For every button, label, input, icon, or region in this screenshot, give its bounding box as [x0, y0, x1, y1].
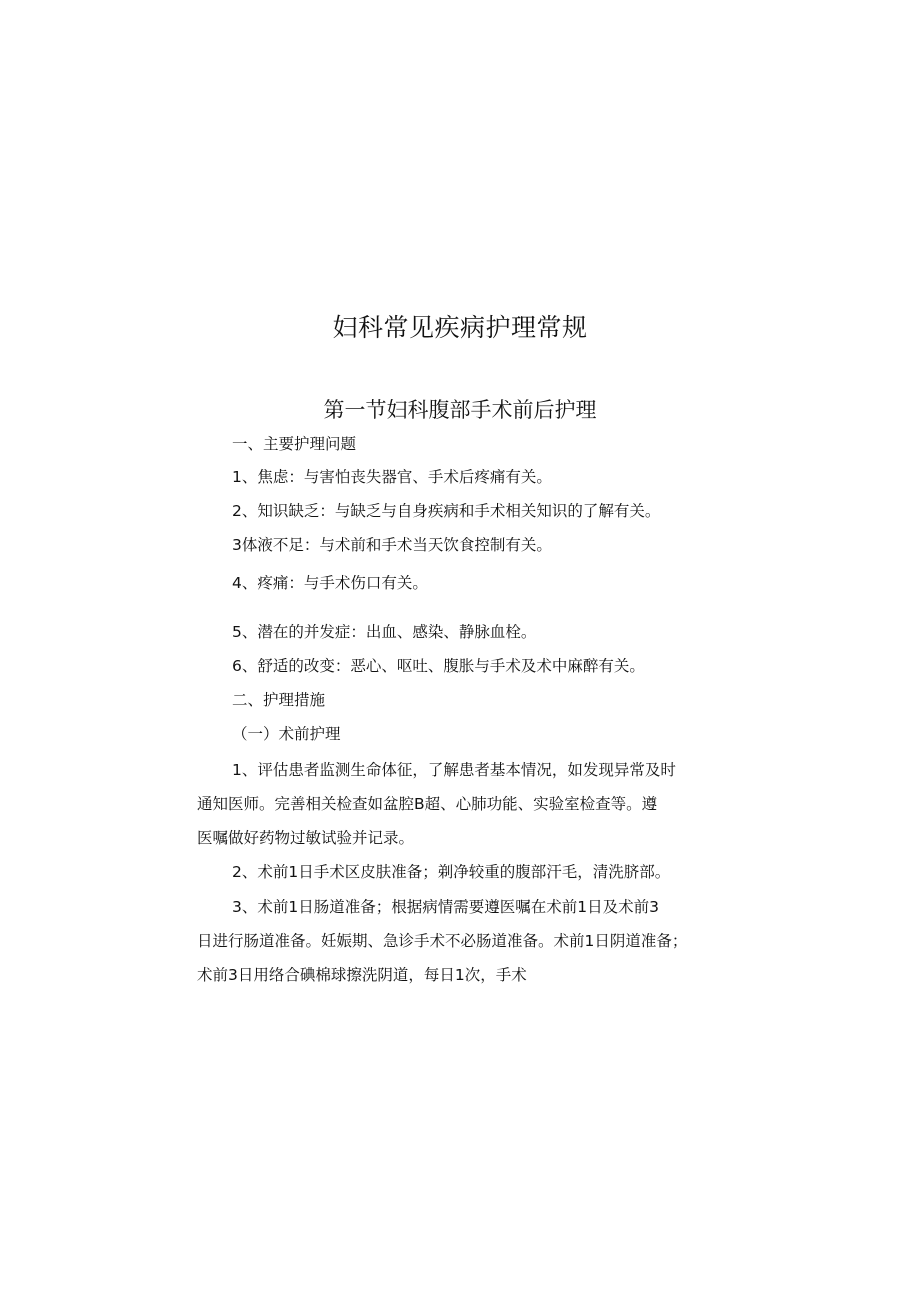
- preop-para1-line2: 通知医师。完善相关检查如盆腔B超、心肺功能、实验室检查等。遵: [197, 795, 658, 813]
- preop-para1-line1: 1、评估患者监测生命体征，了解患者基本情况，如发现异常及时: [232, 761, 676, 779]
- part2-heading: 二、护理措施: [232, 691, 326, 709]
- preop-para3-line1: 3、术前1日肠道准备；根据病情需要遵医嘱在术前1日及术前3: [232, 898, 659, 916]
- preop-subheading: （一）术前护理: [232, 725, 341, 743]
- problem-item-2: 2、知识缺乏：与缺乏与自身疾病和手术相关知识的了解有关。: [232, 502, 661, 520]
- preop-para2-line1: 2、术前1日手术区皮肤准备；剃净较重的腹部汗毛，清洗脐部。: [232, 863, 671, 881]
- preop-para1-line3: 医嘱做好药物过敏试验并记录。: [197, 829, 415, 847]
- section-title: 第一节妇科腹部手术前后护理: [323, 398, 597, 422]
- problem-item-1: 1、焦虑：与害怕丧失器官、手术后疼痛有关。: [232, 468, 552, 486]
- problem-item-4: 4、疼痛：与手术伤口有关。: [232, 574, 428, 592]
- document-title: 妇科常见疾病护理常规: [332, 313, 588, 342]
- preop-para3-line3: 术前3日用络合碘棉球擦洗阴道，每日1次，手术: [197, 966, 527, 984]
- problem-item-5: 5、潜在的并发症：出血、感染、静脉血栓。: [232, 623, 537, 641]
- preop-para3-line2: 日进行肠道准备。妊娠期、急诊手术不必肠道准备。术前1日阴道准备；: [197, 932, 688, 950]
- problem-item-3: 3体液不足：与术前和手术当天饮食控制有关。: [232, 536, 552, 554]
- part1-heading: 一、主要护理问题: [232, 435, 357, 453]
- problem-item-6: 6、舒适的改变：恶心、呕吐、腹胀与手术及术中麻醉有关。: [232, 657, 645, 675]
